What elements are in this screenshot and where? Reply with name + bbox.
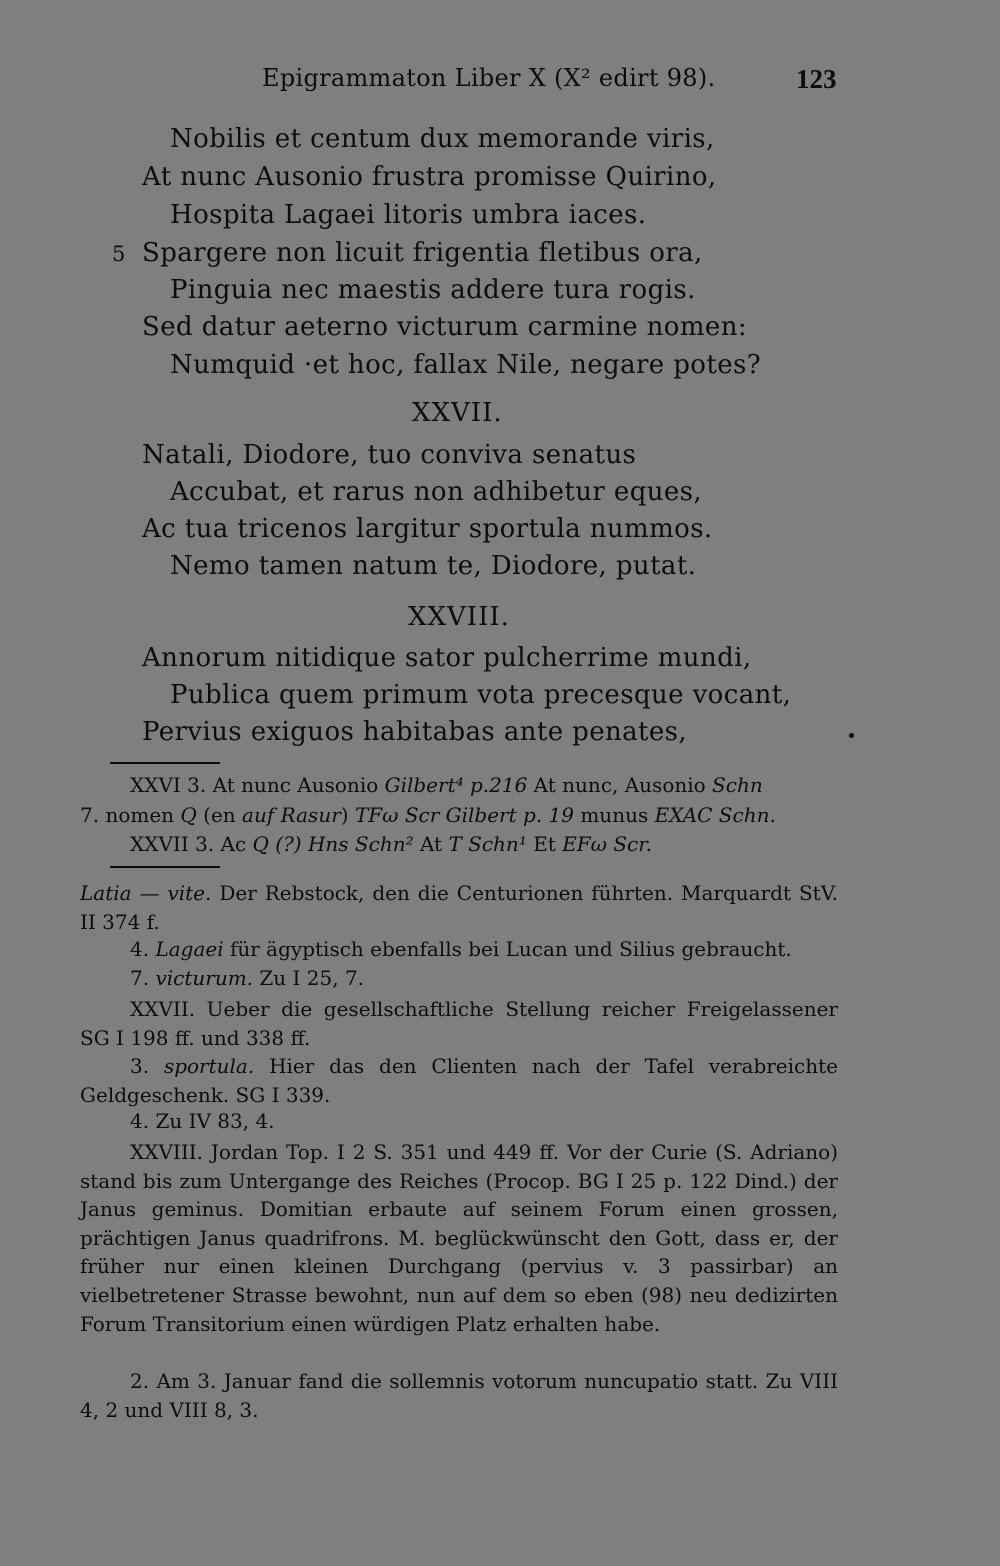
apparatus-siglum: EXAC Schn. — [654, 803, 776, 827]
apparatus-siglum: auf Rasur — [242, 803, 341, 827]
commentary-note: 2. Am 3. Januar fand die sollemnis votorum nuncupatio statt. Zu VIII 4, 2 und VIII 8, 3. — [80, 1369, 838, 1422]
verse-line: Pinguia nec maestis addere tura rogis. — [170, 275, 696, 305]
verse-line: Publica quem primum vota precesque vocant, — [170, 680, 792, 710]
note-number: 7. — [130, 966, 156, 990]
verse-line: Numquid ·et hoc, fallax Nile, negare potes? — [170, 350, 762, 380]
commentary-rule — [110, 866, 220, 868]
apparatus-siglum: Gilbert⁴ p.216 — [384, 773, 528, 797]
verse-line: Hospita Lagaei litoris umbra iaces. — [170, 200, 647, 230]
verse-line: Pervius exiguos habitabas ante penates, — [142, 717, 688, 747]
apparatus-text: munus — [573, 803, 655, 827]
note-number: 4. — [130, 937, 156, 961]
apparatus-siglum: Q (?) Hns Schn² — [252, 832, 414, 856]
verse-line: Annorum nitidique sator pulcherrime mundi, — [142, 643, 752, 673]
verse-line: Sed datur aeterno victurum carmine nomen: — [142, 312, 748, 342]
lemma: Latia — vite. — [80, 881, 212, 905]
note-text: Der Rebstock, den die Centurionen führten. Marquardt StV. II 374 f. — [80, 881, 838, 934]
apparatus-siglum: TFω Scr Gilbert p. 19 — [354, 803, 574, 827]
commentary-note — [80, 1052, 838, 1109]
note-number: 3. — [130, 1054, 164, 1078]
note-text: für ägyptisch ebenfalls bei Lucan und Silius gebraucht. — [223, 937, 792, 961]
apparatus-siglum: Schn — [712, 773, 763, 797]
apparatus-text: XXVII 3. Ac — [130, 832, 253, 856]
verse-line: Nemo tamen natum te, Diodore, putat. — [170, 551, 697, 581]
verse-line: Nobilis et centum dux memorande viris, — [170, 124, 715, 154]
epigram-heading: XXVII. — [412, 398, 503, 428]
verse-line: At nunc Ausonio frustra promisse Quirino, — [142, 162, 717, 192]
lemma: victurum. — [155, 966, 254, 990]
page-number: 123 — [796, 64, 837, 94]
commentary-note — [130, 937, 792, 961]
lemma: sportula. — [163, 1054, 255, 1078]
running-title: Epigrammaton Liber X (X² edirt 98). — [262, 64, 716, 92]
verse-line: Accubat, et rarus non adhibetur eques, — [170, 477, 703, 507]
note-text: Zu I 25, 7. — [253, 966, 365, 990]
apparatus-text: At — [413, 832, 449, 856]
verse-line: Spargere non licuit frigentia fletibus ora, — [142, 238, 703, 268]
apparatus-text: ) — [340, 803, 355, 827]
note-text: Hier das den Clienten nach der Tafel verabreichte Geldgeschenk. SG I 339. — [80, 1054, 838, 1107]
apparatus-text: 7. nomen — [80, 803, 181, 827]
commentary-note — [80, 879, 838, 936]
commentary-note — [130, 966, 364, 990]
apparatus-text: XXVI 3. At nunc Ausonio — [130, 773, 385, 797]
commentary-note: XXVII. Ueber die gesellschaftliche Stellung reicher Freigelassener SG I 198 ff. und 338 ff. — [80, 997, 838, 1050]
commentary-note: 4. Zu IV 83, 4. — [130, 1109, 275, 1133]
apparatus-line — [130, 832, 652, 856]
apparatus-siglum: EFω Scr. — [562, 832, 652, 856]
verse-line: Natali, Diodore, tuo conviva senatus — [142, 440, 637, 470]
apparatus-line — [130, 773, 763, 797]
commentary-note: XXVIII. Jordan Top. I 2 S. 351 und 449 ff. Vor der Curie (S. Adriano) stand bis zum Untergange des Reiches (Procop. BG I 25 p. 122 Dind.) der Janus geminus. Domitian erbaute auf seinem Forum einen grossen, prächtigen Janus quadrifrons. M. beglückwünscht den Gott, dass er, der früher nur einen kleinen Durchgang (pervius v. 3 passirbar) an vielbetretener Strasse bewohnt, nun auf dem so eben (98) neu dedizirten Forum Transitorium einen würdigen Platz erhalten habe. — [80, 1140, 838, 1336]
stray-mark — [849, 733, 854, 738]
line-number: 5 — [112, 242, 126, 266]
lemma: Lagaei — [155, 937, 224, 961]
apparatus-line — [80, 803, 776, 827]
apparatus-siglum: Q — [180, 803, 197, 827]
epigram-heading: XXVIII. — [408, 602, 510, 632]
apparatus-siglum: T Schn¹ — [448, 832, 527, 856]
apparatus-text: (en — [196, 803, 243, 827]
apparatus-rule — [110, 762, 220, 764]
apparatus-text: At nunc, Ausonio — [527, 773, 713, 797]
apparatus-text: Et — [526, 832, 563, 856]
verse-line: Ac tua tricenos largitur sportula nummos. — [142, 514, 713, 544]
